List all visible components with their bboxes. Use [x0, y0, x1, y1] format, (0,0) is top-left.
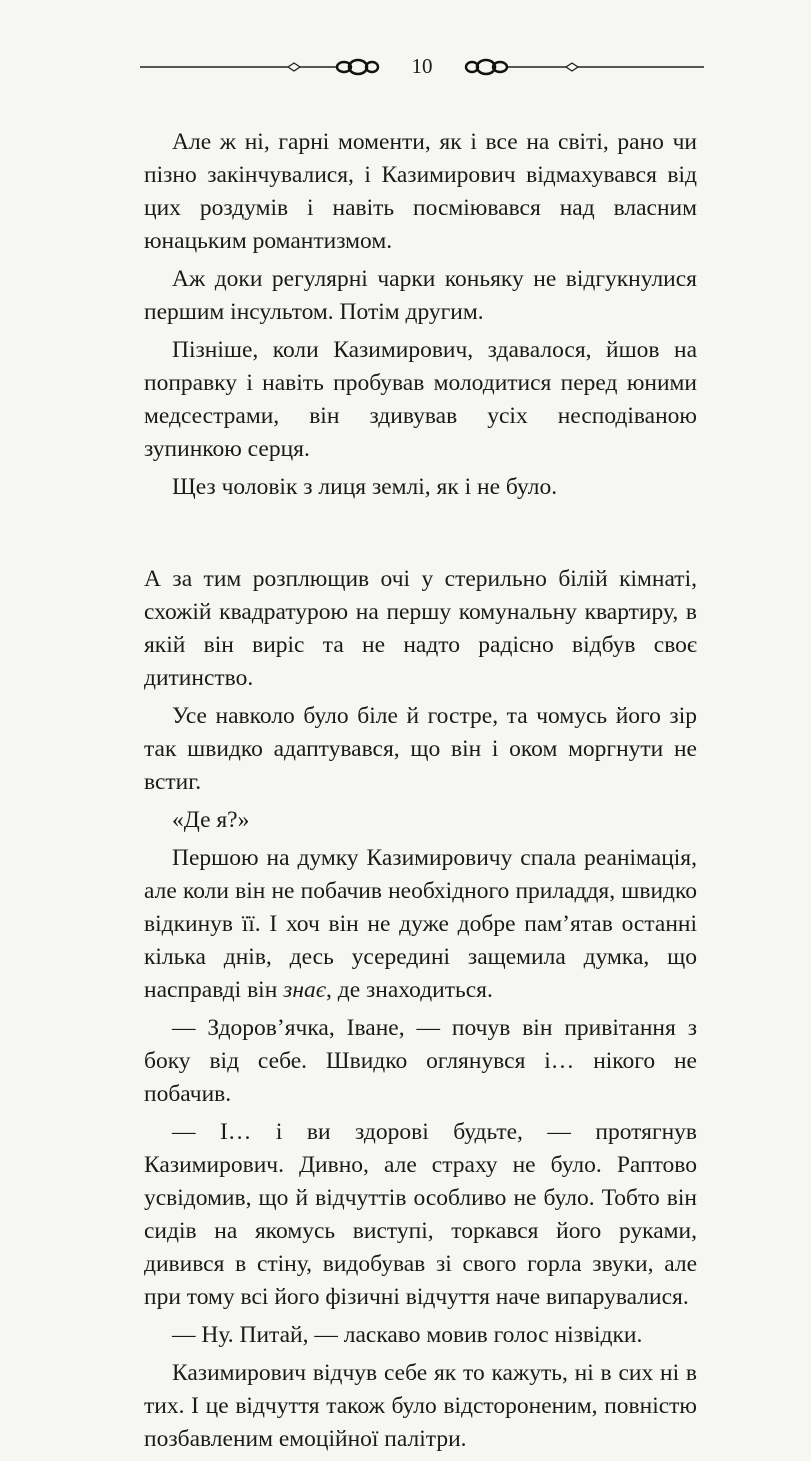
- paragraph: Аж доки регулярні чарки коньяку не відгукнулися першим інсультом. Потім другим.: [144, 266, 697, 325]
- paragraph: «Де я?»: [172, 807, 250, 833]
- paragraph: — Здоров’ячка, Іване, — почув він привітання з боку від себе. Швидко оглянувся і… нікого не побачив.: [144, 1015, 697, 1107]
- paragraph-text: Першою на думку Казимировичу спала реанімація, але коли він не побачив необхідного приладдя, швидко відкинув її. І хоч він не дуже добре пам’ятав останні кілька днів, десь усередині защемила думка, що насправді він: [144, 845, 697, 1003]
- paragraph: — Ну. Питай, — ласкаво мовив голос нізвідки.: [172, 1322, 643, 1348]
- paragraph: Усе навколо було біле й гостре, та чомусь його зір так швидко адаптувався, що він і оком моргнути не встиг.: [144, 703, 697, 795]
- paragraph: Казимирович відчув себе як то кажуть, ні в сих ні в тих. І це відчуття також було відстороненим, повністю позбавленим емоційної палітри.: [144, 1360, 697, 1452]
- paragraph: А за тим розплющив очі у стерильно білій кімнаті, схожій квадратурою на першу комунальну квартиру, в якій він виріс та не надто радісно відбув своє дитинство.: [144, 566, 697, 691]
- paragraph: [144, 842, 697, 1007]
- paragraph: Але ж ні, гарні моменти, як і все на світі, рано чи пізно закінчувалися, і Казимирович відмахувався від цих роздумів і навіть посміювався над власним юнацьким романтизмом.: [144, 129, 697, 254]
- page-number: 10: [411, 54, 433, 78]
- paragraph: Щез чоловік з лиця землі, як і не було.: [172, 474, 558, 500]
- paragraph: — І… і ви здорові будьте, — протягнув Казимирович. Дивно, але страху не було. Раптово усвідомив, що й відчуттів особливо не було. Тобто він сидів на якомусь виступі, торкався його руками, дивився в стіну, видобував зі свого горла звуки, але при тому всі його фізичні відчуття наче випарувалися.: [144, 1119, 697, 1310]
- page-header: [140, 44, 704, 84]
- paragraph-text: , де знаходиться.: [325, 977, 493, 1003]
- section-break: [144, 509, 697, 563]
- emphasis-text: знає: [283, 977, 326, 1003]
- page-body: [144, 126, 697, 1461]
- paragraph: Пізніше, коли Казимирович, здавалося, йшов на поправку і навіть пробував молодитися перед юними медсестрами, він здивував усіх несподіваною зупинкою серця.: [144, 337, 697, 462]
